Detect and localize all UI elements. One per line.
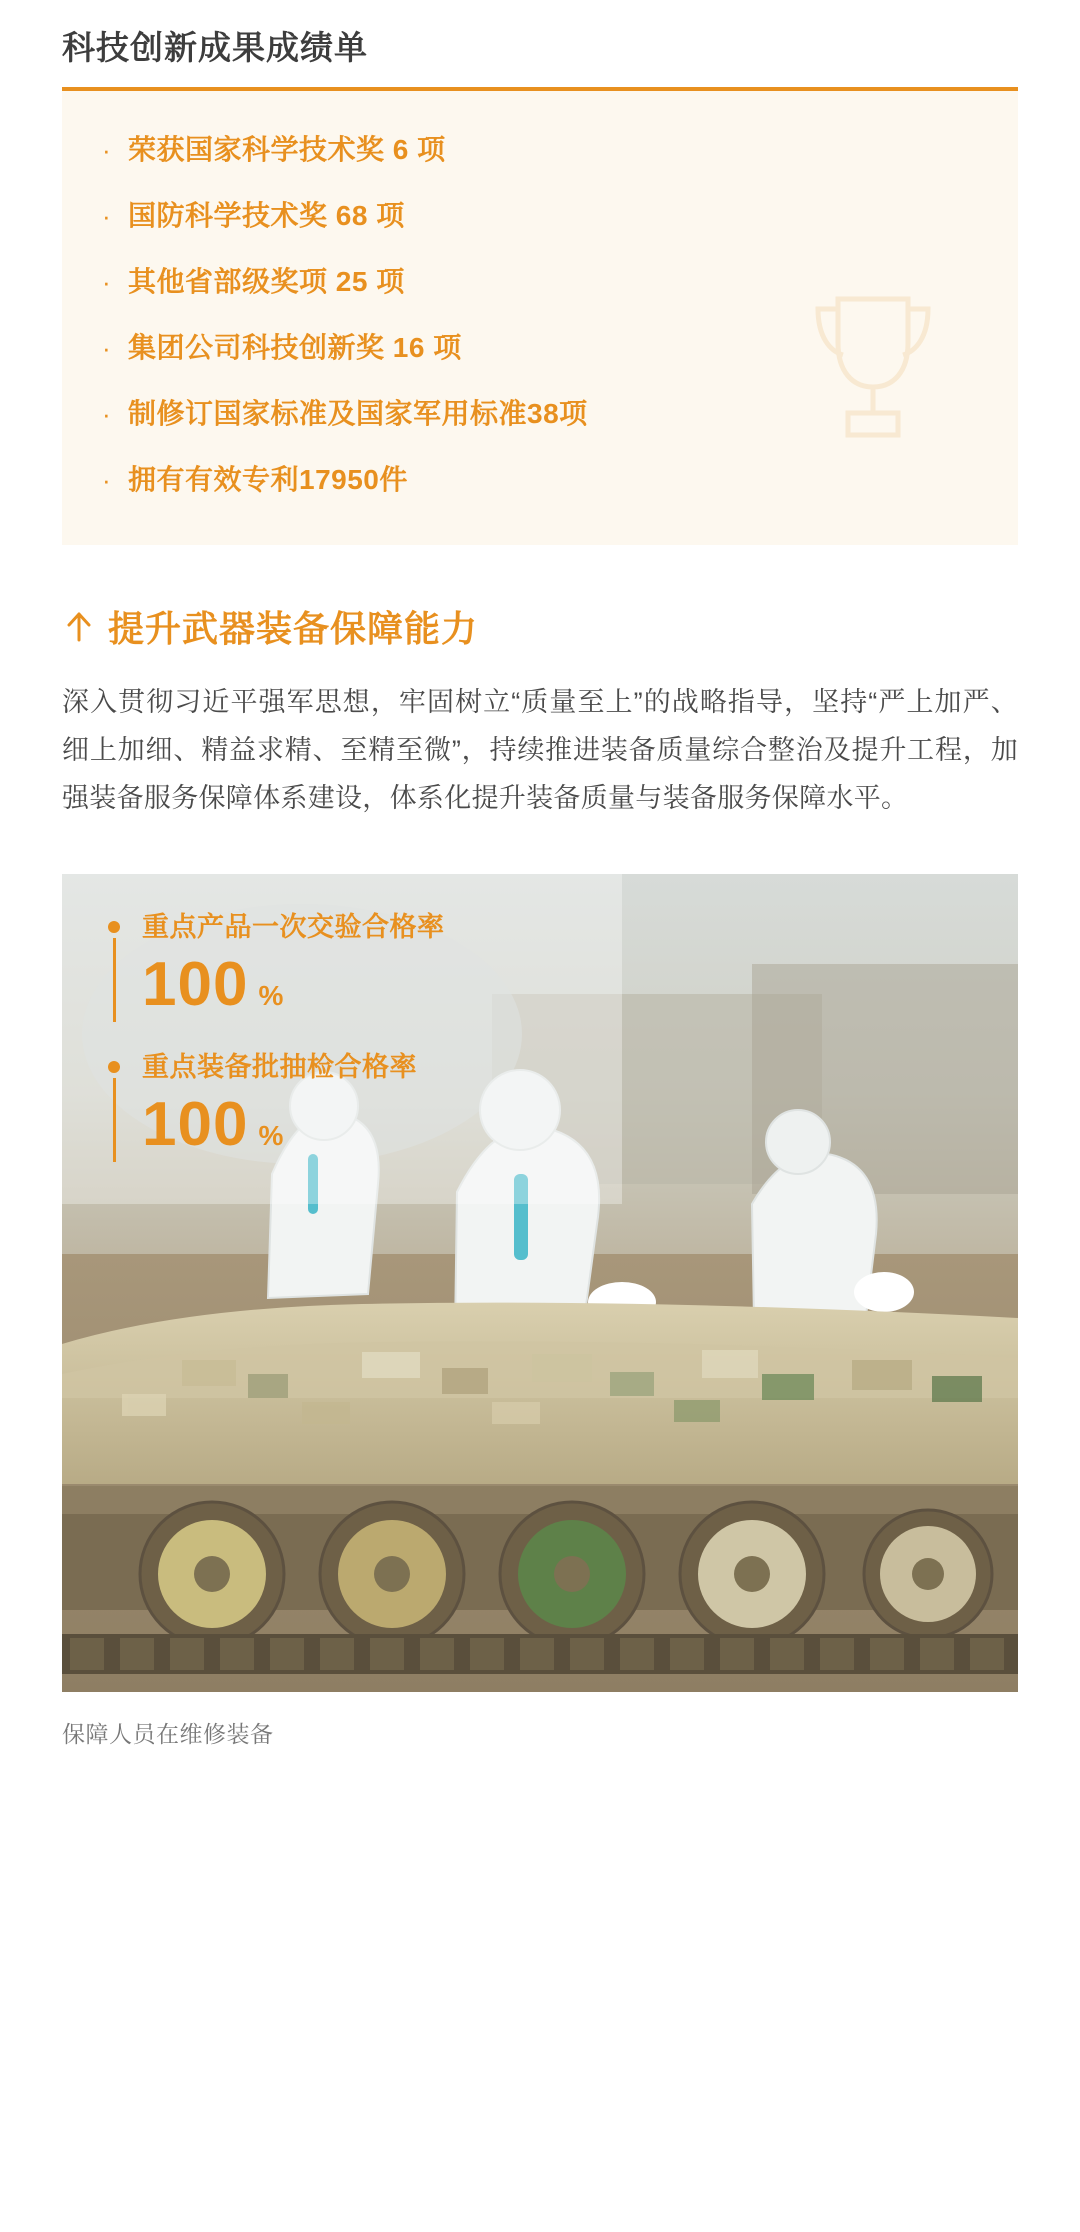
stat-label: 重点产品一次交验合格率	[142, 912, 445, 942]
list-item	[62, 133, 1018, 167]
stat-value	[142, 1088, 445, 1162]
stat-bullet-icon	[108, 921, 120, 933]
stat-line	[113, 938, 116, 1022]
scorecard-list	[62, 133, 1018, 497]
up-arrow-icon	[62, 608, 96, 646]
stat-item	[108, 908, 445, 1022]
figure-caption: 保障人员在维修装备	[62, 1721, 274, 1747]
stat-unit: %	[258, 980, 284, 1011]
bullet-icon: ·	[102, 465, 111, 495]
bullet-icon: ·	[102, 399, 111, 429]
stat-unit: %	[258, 1120, 284, 1151]
list-item	[62, 397, 1018, 431]
bullet-icon: ·	[102, 333, 111, 363]
stat-value	[142, 948, 445, 1022]
list-item	[62, 463, 1018, 497]
list-item	[62, 265, 1018, 299]
list-item	[62, 331, 1018, 365]
section-heading	[62, 601, 1018, 652]
stat-number: 100	[142, 950, 249, 1019]
stat-line	[113, 1078, 116, 1162]
photo	[62, 874, 1018, 1692]
scorecard-item-text: 国防科学技术奖 68 项	[128, 200, 405, 231]
section-paragraph: 深入贯彻习近平强军思想，牢固树立“质量至上”的战略指导，坚持“严上加严、细上加细、精益求精、至精至微”，持续推进装备质量综合整治及提升工程，加强装备服务保障体系建设，体系化提升装备质量与装备服务保障水平。	[62, 687, 1018, 813]
bullet-icon: ·	[102, 201, 111, 231]
scorecard-section	[62, 0, 1018, 545]
scorecard-item-text: 其他省部级奖项 25 项	[128, 266, 405, 297]
scorecard-item-text: 拥有有效专利17950件	[128, 464, 408, 495]
scorecard-box	[62, 91, 1018, 545]
list-item	[62, 199, 1018, 233]
stats-overlay	[62, 874, 445, 1188]
section-title: 提升武器装备保障能力	[108, 608, 479, 649]
stat-item	[108, 1048, 445, 1162]
bullet-icon: ·	[102, 135, 111, 165]
stat-label: 重点装备批抽检合格率	[142, 1052, 417, 1082]
bullet-icon: ·	[102, 267, 111, 297]
scorecard-title: 科技创新成果成绩单	[62, 29, 368, 66]
stat-number: 100	[142, 1090, 249, 1159]
scorecard-item-text: 荣获国家科学技术奖 6 项	[128, 134, 446, 165]
scorecard-item-text: 制修订国家标准及国家军用标准38项	[128, 398, 588, 429]
scorecard-item-text: 集团公司科技创新奖 16 项	[128, 332, 462, 363]
stat-bullet-icon	[108, 1061, 120, 1073]
figure-block	[62, 874, 1018, 1749]
